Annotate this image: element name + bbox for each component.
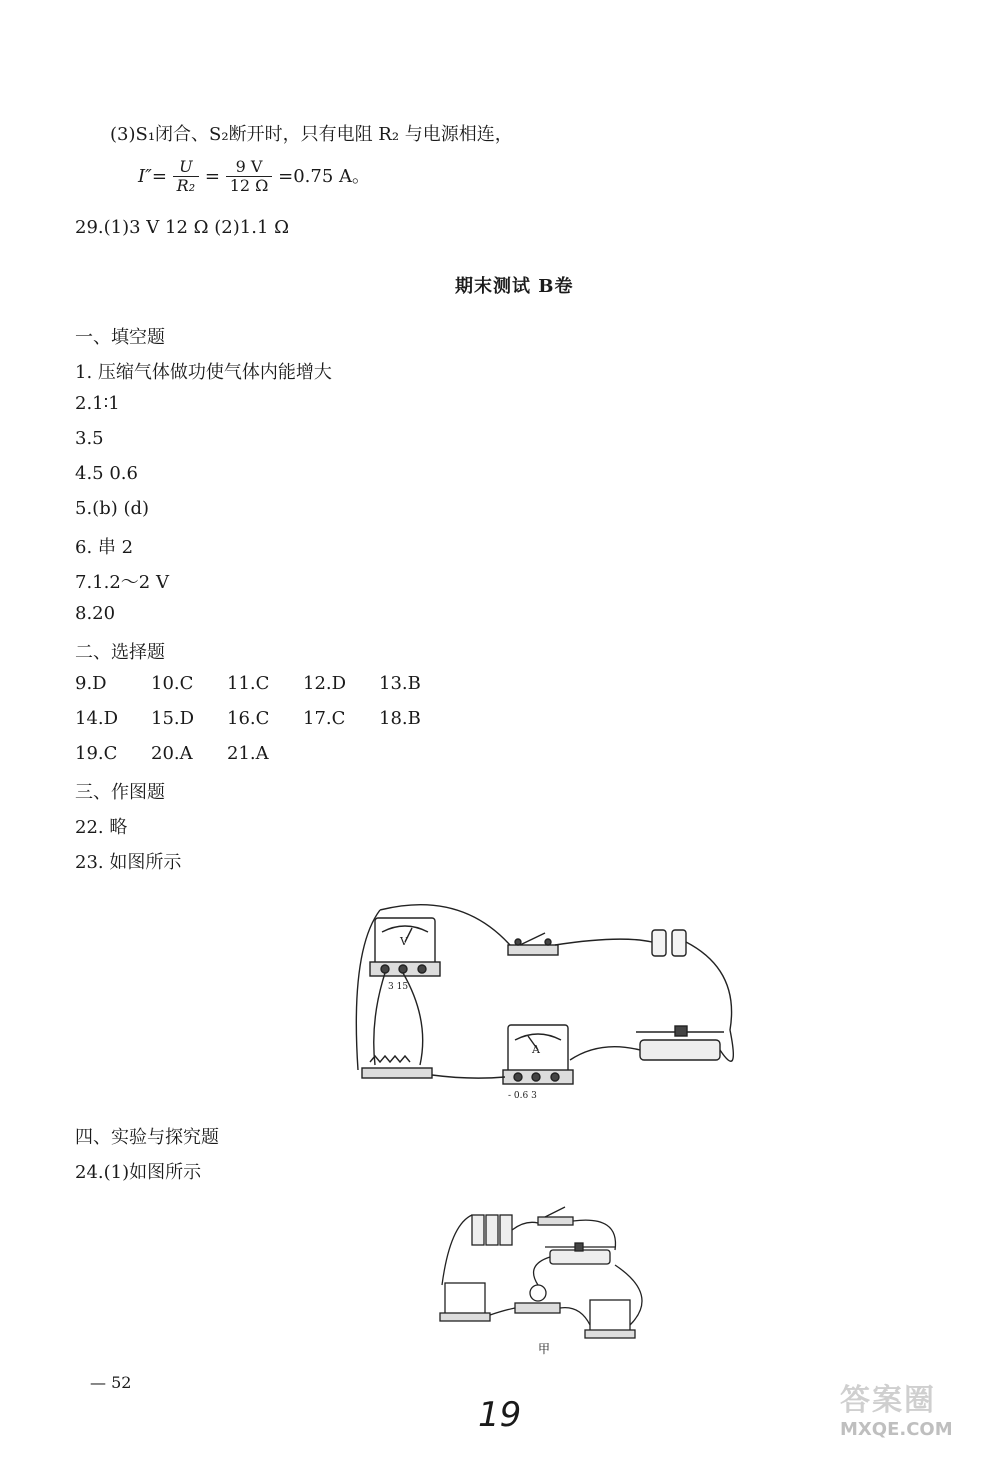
choice-answer: 20.A (151, 743, 193, 764)
answer-item: 4.5 0.6 (75, 463, 138, 484)
choice-answer: 13.B (379, 673, 421, 694)
answer-3-line: (3)S₁闭合、S₂断开时，只有电阻 R₂ 与电源相连， (110, 124, 513, 145)
fraction-numerator: U (173, 158, 199, 177)
page-title: 期末测试 B卷 (455, 276, 574, 297)
ammeter-letter: A (532, 1043, 540, 1056)
answer-item: 7.1.2～2 V (75, 572, 169, 593)
rheostat-icon (636, 1026, 724, 1060)
watermark-logo (840, 1375, 990, 1455)
answer-29: 29.(1)3 V 12 Ω (2)1.1 Ω (75, 217, 290, 238)
battery-icon (472, 1215, 512, 1245)
rheostat-icon (545, 1243, 615, 1264)
choice-answer: 19.C (75, 743, 118, 764)
section-heading-multiple-choice: 二、选择题 (75, 642, 165, 663)
answer-item: 6. 串 2 (75, 537, 134, 558)
choice-answer: 14.D (75, 708, 119, 729)
fraction-9v-over-12ohm (226, 158, 273, 196)
wire (555, 939, 652, 945)
wire (512, 1222, 538, 1230)
choice-answer: 10.C (151, 673, 194, 694)
choice-answer: 12.D (303, 673, 347, 694)
answer-item: 22. 略 (75, 817, 128, 838)
answer-item: 1. 压缩气体做功使气体内能增大 (75, 362, 332, 383)
choice-answer: 18.B (379, 708, 421, 729)
page-number: — 52 (90, 1373, 132, 1392)
fraction-denominator: 12 Ω (229, 176, 269, 196)
fraction-denominator: R₂ (176, 176, 196, 196)
choice-answer: 16.C (227, 708, 270, 729)
wire (570, 1047, 640, 1060)
voltmeter-letter: V (400, 935, 408, 948)
circuit-figure-1 (340, 890, 760, 1115)
watermark-bottom: MXQE.COM (840, 1419, 953, 1440)
switch-icon (508, 933, 558, 955)
wire (374, 973, 385, 1065)
watermark-top: 答案圈 (840, 1383, 936, 1418)
wire (442, 1215, 472, 1285)
answer-item: 8.20 (75, 603, 116, 624)
voltmeter-icon (585, 1300, 635, 1338)
answer-item: 5.(b) (d) (75, 498, 150, 519)
fraction-u-over-r2 (173, 158, 199, 196)
section-heading-drawing: 三、作图题 (75, 782, 165, 803)
wire (432, 1075, 505, 1078)
switch-icon (538, 1207, 573, 1225)
wire (490, 1308, 515, 1315)
wire (560, 1308, 590, 1325)
choice-answer: 15.D (151, 708, 195, 729)
formula-lhs: I″= (138, 165, 167, 187)
ammeter-icon (440, 1283, 490, 1321)
voltmeter-terminals: 3 15 (388, 982, 409, 992)
ammeter-terminals: - 0.6 3 (508, 1091, 537, 1101)
answer-item: 23. 如图所示 (75, 852, 182, 873)
circuit-figure-2 (430, 1195, 670, 1355)
answer-item: 2.1∶1 (75, 393, 120, 414)
formula: I″= $\frac{U}{\text{R₂}}$ = $\frac{9 V}{12 \Omega}$ =0.75 A。 (138, 157, 371, 196)
section-heading-experiment: 四、实验与探究题 (75, 1127, 219, 1148)
bulb-icon (515, 1285, 560, 1313)
wire (534, 1257, 550, 1285)
choice-answer: 17.C (303, 708, 346, 729)
handwritten-note: 19 (478, 1395, 522, 1435)
choice-answer: 11.C (227, 673, 270, 694)
battery-icon (652, 930, 686, 956)
answer-item: 24.(1)如图所示 (75, 1162, 202, 1183)
fraction-numerator: 9 V (226, 158, 273, 177)
choice-answer: 21.A (227, 743, 269, 764)
formula-rhs: =0.75 A。 (278, 165, 371, 187)
figure-caption: 甲 (538, 1342, 551, 1355)
choice-answer: 9.D (75, 673, 107, 694)
answer-item: 3.5 (75, 428, 104, 449)
section-heading-fill-blank: 一、填空题 (75, 327, 165, 348)
